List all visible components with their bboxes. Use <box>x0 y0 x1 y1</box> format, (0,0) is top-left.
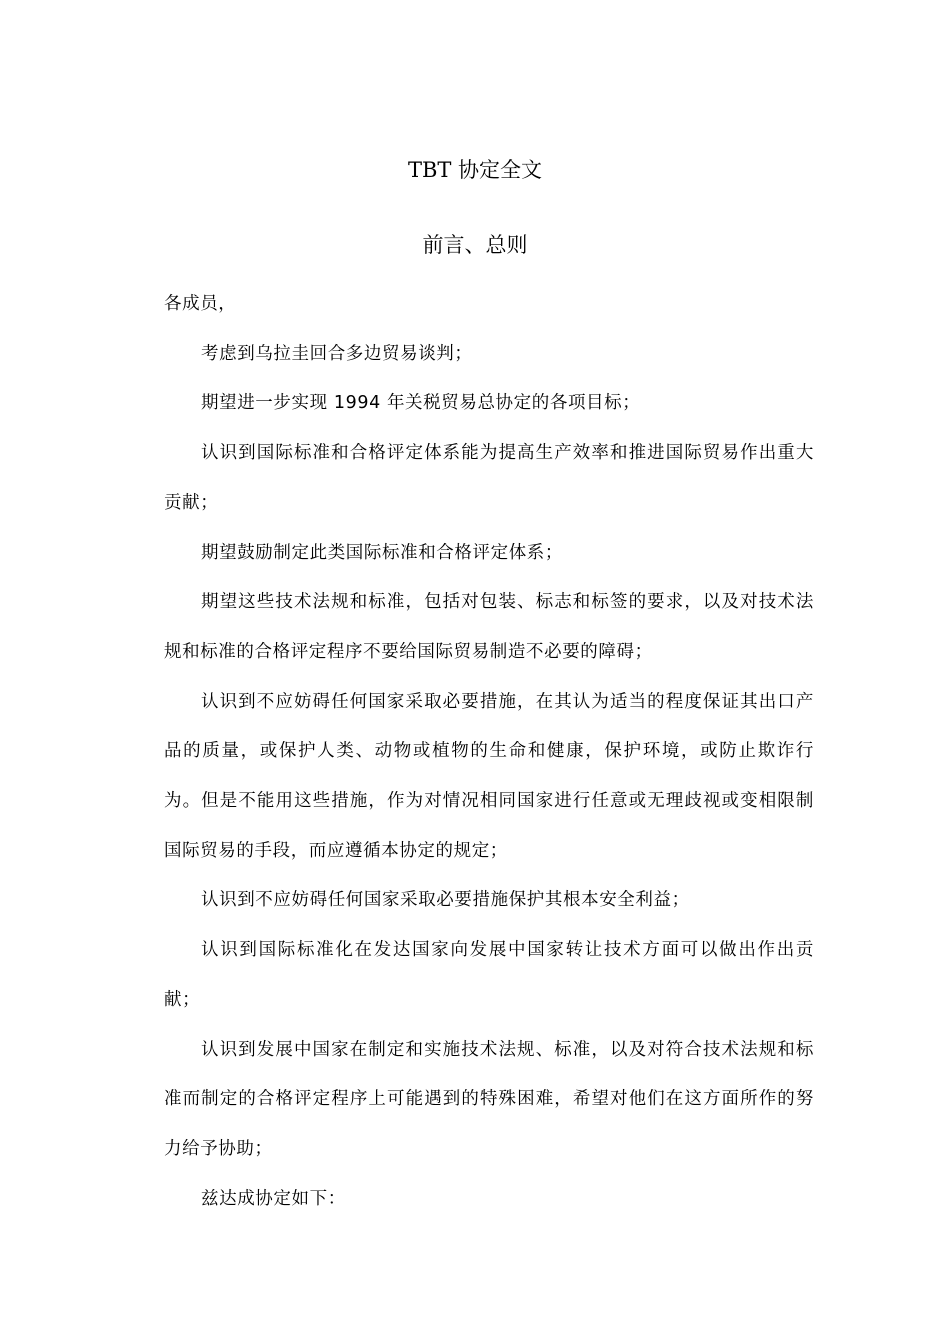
paragraph: 期望鼓励制定此类国际标准和合格评定体系； <box>201 542 563 563</box>
paragraph: 期望进一步实现 1994 年关税贸易总协定的各项目标； <box>201 393 641 414</box>
salutation: 各成员， <box>164 294 237 314</box>
document-body <box>164 280 814 1224</box>
paragraph: 期望这些技术法规和标准，包括对包装、标志和标签的要求，以及对技术法规和标准的合格评定程序不要给国际贸易制造不必要的障碍； <box>164 592 814 662</box>
paragraph: 考虑到乌拉圭回合多边贸易谈判； <box>201 343 473 364</box>
paragraph: 兹达成协定如下： <box>201 1188 346 1209</box>
paragraph: 认识到不应妨碍任何国家采取必要措施保护其根本安全利益； <box>201 890 690 911</box>
paragraph: 认识到不应妨碍任何国家采取必要措施，在其认为适当的程度保证其出口产品的质量，或保护人类、动物或植物的生命和健康，保护环境，或防止欺诈行为。但是不能用这些措施，作为对情况相同国家进行任意或无理歧视或变相限制国际贸易的手段，而应遵循本协定的规定； <box>164 691 814 861</box>
paragraph: 认识到国际标准和合格评定体系能为提高生产效率和推进国际贸易作出重大贡献； <box>164 443 814 513</box>
section-title: 前言、总则 <box>422 233 528 257</box>
document-title: TBT 协定全文 <box>407 158 543 182</box>
paragraph: 认识到国际标准化在发达国家向发展中国家转让技术方面可以做出作出贡献； <box>164 940 814 1010</box>
paragraph: 认识到发展中国家在制定和实施技术法规、标准，以及对符合技术法规和标准而制定的合格评定程序上可能遇到的特殊困难，希望对他们在这方面所作的努力给予协助； <box>164 1039 814 1159</box>
